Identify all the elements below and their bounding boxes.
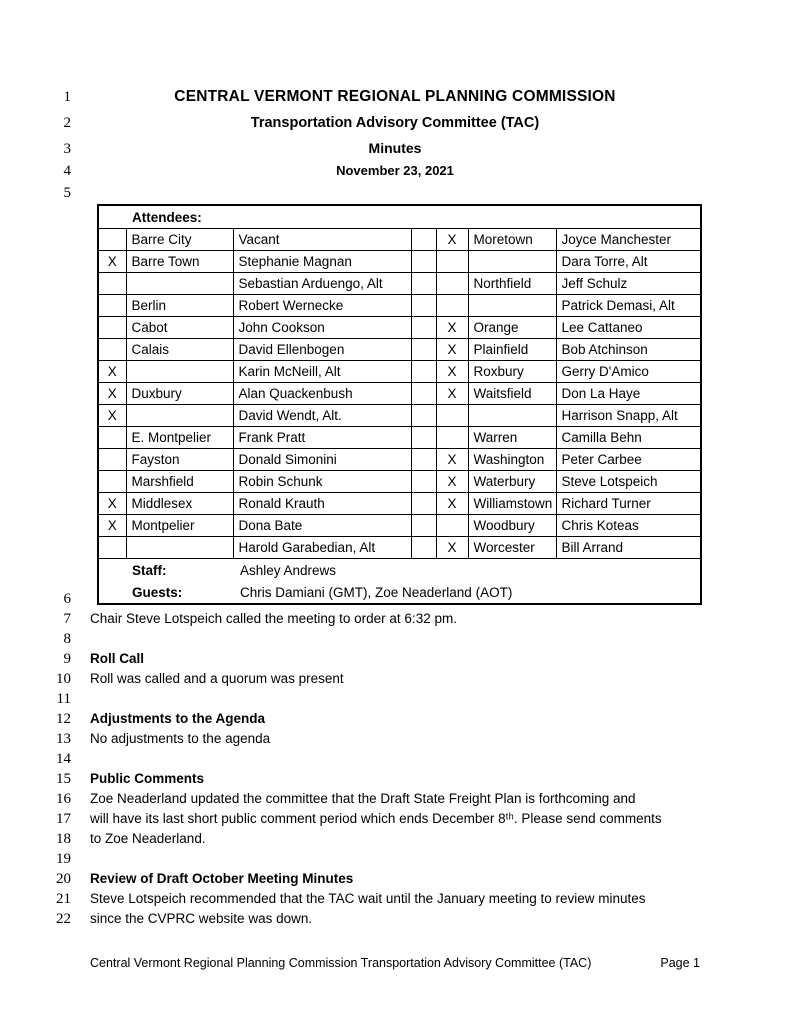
attendee-row — [98, 427, 701, 449]
spacer-cell — [411, 449, 436, 471]
member-name-cell: Ronald Krauth — [233, 493, 411, 515]
line-number: 21 — [56, 891, 71, 907]
body-text: to Zoe Neaderland. — [90, 831, 206, 846]
town-cell: Cabot — [126, 317, 233, 339]
doc-subtitle: Transportation Advisory Committee (TAC) — [250, 115, 540, 131]
footer-text: Central Vermont Regional Planning Commission Transportation Advisory Committee (TAC) — [90, 956, 592, 970]
header-line — [0, 163, 700, 185]
town-cell: Montpelier — [126, 515, 233, 537]
section-heading: Roll Call — [90, 651, 145, 666]
attendee-row — [98, 229, 701, 251]
attendee-row — [98, 273, 701, 295]
attendance-mark-cell: X — [436, 339, 468, 361]
town-cell — [126, 537, 233, 559]
town-cell — [126, 273, 233, 295]
member-name-cell: Don La Haye — [556, 383, 701, 405]
member-name-cell: Camilla Behn — [556, 427, 701, 449]
attendance-mark-cell: X — [98, 405, 126, 427]
doc-title: CENTRAL VERMONT REGIONAL PLANNING COMMISSION — [174, 88, 616, 105]
attendance-mark-cell: X — [98, 383, 126, 405]
body-line — [0, 731, 662, 751]
body-text: Steve Lotspeich recommended that the TAC wait until the January meeting to review minutes — [90, 891, 646, 906]
attendance-mark-cell — [436, 295, 468, 317]
member-name-cell: Steve Lotspeich — [556, 471, 701, 493]
staff-value: Ashley Andrews — [240, 563, 337, 578]
body-line — [0, 691, 662, 711]
town-cell: Moretown — [468, 229, 556, 251]
attendance-mark-cell: X — [436, 449, 468, 471]
body-line — [0, 891, 662, 911]
body-line — [0, 591, 662, 611]
town-cell: Waitsfield — [468, 383, 556, 405]
attendance-mark-cell — [98, 273, 126, 295]
attendee-row — [98, 405, 701, 427]
spacer-cell — [411, 383, 436, 405]
body-line — [0, 791, 662, 811]
body-line — [0, 751, 662, 771]
member-name-cell: Frank Pratt — [233, 427, 411, 449]
line-number: 4 — [63, 163, 71, 179]
attendee-row — [98, 471, 701, 493]
attendee-row — [98, 295, 701, 317]
attendee-row — [98, 339, 701, 361]
line-number: 5 — [63, 185, 71, 201]
town-cell — [468, 295, 556, 317]
town-cell: Washington — [468, 449, 556, 471]
town-cell — [468, 251, 556, 273]
attendance-mark-cell: X — [436, 317, 468, 339]
section-heading: Adjustments to the Agenda — [90, 711, 266, 726]
member-name-cell: Chris Koteas — [556, 515, 701, 537]
line-number: 16 — [56, 791, 71, 807]
attendance-mark-cell: X — [436, 361, 468, 383]
attendance-mark-cell: X — [436, 229, 468, 251]
town-cell: Calais — [126, 339, 233, 361]
header-line — [0, 185, 700, 205]
header-line — [0, 115, 700, 140]
line-number: 22 — [56, 911, 71, 927]
town-cell — [468, 405, 556, 427]
body-text: will have its last short public comment period which ends December 8ᵗʰ. Please send comments — [90, 811, 662, 826]
line-number: 17 — [56, 811, 71, 827]
staff-label: Staff: — [132, 563, 167, 578]
attendee-row — [98, 493, 701, 515]
attendance-mark-cell — [98, 295, 126, 317]
line-number: 7 — [63, 611, 71, 627]
town-cell: Plainfield — [468, 339, 556, 361]
town-cell: Barre Town — [126, 251, 233, 273]
line-number: 12 — [56, 711, 71, 727]
guests-label: Guests: — [132, 585, 183, 600]
header-line — [0, 88, 700, 115]
spacer-cell — [411, 493, 436, 515]
attendance-mark-cell: X — [98, 493, 126, 515]
document-header — [0, 88, 700, 205]
spacer-cell — [411, 273, 436, 295]
town-cell — [126, 405, 233, 427]
attendee-row — [98, 537, 701, 559]
line-number: 10 — [56, 671, 71, 687]
line-number: 8 — [63, 631, 71, 647]
spacer-cell — [411, 229, 436, 251]
town-cell: Woodbury — [468, 515, 556, 537]
town-cell: Middlesex — [126, 493, 233, 515]
attendee-row — [98, 251, 701, 273]
section-heading: Review of Draft October Meeting Minutes — [90, 871, 354, 886]
member-name-cell: Dara Torre, Alt — [556, 251, 701, 273]
town-cell: Berlin — [126, 295, 233, 317]
body-line — [0, 671, 662, 691]
line-number: 20 — [56, 871, 71, 887]
attendance-mark-cell: X — [436, 537, 468, 559]
section-heading: Public Comments — [90, 771, 205, 786]
member-name-cell: Harrison Snapp, Alt — [556, 405, 701, 427]
spacer-cell — [411, 361, 436, 383]
body-line — [0, 851, 662, 871]
attendance-mark-cell: X — [98, 361, 126, 383]
spacer-cell — [411, 405, 436, 427]
member-name-cell: Jeff Schulz — [556, 273, 701, 295]
member-name-cell: Dona Bate — [233, 515, 411, 537]
attendance-mark-cell — [98, 471, 126, 493]
spacer-cell — [411, 251, 436, 273]
line-number: 14 — [56, 751, 71, 767]
body-line — [0, 651, 662, 671]
spacer-cell — [411, 537, 436, 559]
attendance-mark-cell — [98, 339, 126, 361]
member-name-cell: David Ellenbogen — [233, 339, 411, 361]
attendance-mark-cell — [98, 537, 126, 559]
attendance-mark-cell — [436, 405, 468, 427]
attendance-mark-cell: X — [98, 515, 126, 537]
body-line — [0, 871, 662, 891]
line-number: 13 — [56, 731, 71, 747]
member-name-cell: Harold Garabedian, Alt — [233, 537, 411, 559]
line-number: 11 — [56, 691, 71, 707]
town-cell — [126, 361, 233, 383]
body-line — [0, 911, 662, 931]
attendance-mark-cell — [98, 317, 126, 339]
attendance-mark-cell — [98, 229, 126, 251]
member-name-cell: Karin McNeill, Alt — [233, 361, 411, 383]
member-name-cell: Alan Quackenbush — [233, 383, 411, 405]
member-name-cell: Patrick Demasi, Alt — [556, 295, 701, 317]
town-cell: Williamstown — [468, 493, 556, 515]
town-cell: E. Montpelier — [126, 427, 233, 449]
town-cell: Marshfield — [126, 471, 233, 493]
attendance-mark-cell — [436, 515, 468, 537]
member-name-cell: Joyce Manchester — [556, 229, 701, 251]
spacer-cell — [411, 515, 436, 537]
member-name-cell: Gerry D'Amico — [556, 361, 701, 383]
body-line — [0, 771, 662, 791]
attendees-title: Attendees: — [98, 205, 701, 229]
page-number: Page 1 — [660, 956, 700, 970]
member-name-cell: Robin Schunk — [233, 471, 411, 493]
attendees-table — [97, 204, 702, 605]
town-cell: Northfield — [468, 273, 556, 295]
line-number: 9 — [63, 651, 71, 667]
member-name-cell: John Cookson — [233, 317, 411, 339]
town-cell: Worcester — [468, 537, 556, 559]
page-footer — [90, 956, 700, 970]
spacer-cell — [411, 295, 436, 317]
town-cell: Waterbury — [468, 471, 556, 493]
member-name-cell: Vacant — [233, 229, 411, 251]
doc-date: November 23, 2021 — [336, 163, 454, 178]
attendance-mark-cell — [436, 427, 468, 449]
member-name-cell: Sebastian Arduengo, Alt — [233, 273, 411, 295]
member-name-cell: Richard Turner — [556, 493, 701, 515]
body-line — [0, 711, 662, 731]
doc-type-label: Minutes — [368, 140, 422, 156]
member-name-cell: Peter Carbee — [556, 449, 701, 471]
attendance-mark-cell: X — [436, 383, 468, 405]
attendance-mark-cell: X — [436, 493, 468, 515]
line-number: 2 — [63, 115, 71, 131]
attendance-mark-cell: X — [98, 251, 126, 273]
attendee-row — [98, 317, 701, 339]
line-number: 3 — [63, 141, 71, 157]
guests-value: Chris Damiani (GMT), Zoe Neaderland (AOT) — [240, 585, 513, 600]
minutes-body — [0, 591, 662, 931]
spacer-cell — [411, 471, 436, 493]
attendee-row — [98, 515, 701, 537]
body-text: Roll was called and a quorum was present — [90, 671, 344, 686]
member-name-cell: Bill Arrand — [556, 537, 701, 559]
body-line — [0, 611, 662, 631]
body-line — [0, 831, 662, 851]
attendees-title-row — [98, 205, 701, 229]
body-line — [0, 631, 662, 651]
town-cell: Duxbury — [126, 383, 233, 405]
body-text: since the CVPRC website was down. — [90, 911, 313, 926]
attendance-mark-cell: X — [436, 471, 468, 493]
town-cell: Orange — [468, 317, 556, 339]
spacer-cell — [411, 339, 436, 361]
member-name-cell: Lee Cattaneo — [556, 317, 701, 339]
line-number: 18 — [56, 831, 71, 847]
staff-row — [99, 560, 700, 581]
body-text: Zoe Neaderland updated the committee that the Draft State Freight Plan is forthcoming and — [90, 791, 636, 806]
line-number: 19 — [56, 851, 71, 867]
line-number: 1 — [63, 89, 71, 105]
town-cell: Warren — [468, 427, 556, 449]
member-name-cell: Stephanie Magnan — [233, 251, 411, 273]
attendance-mark-cell — [436, 251, 468, 273]
member-name-cell: Donald Simonini — [233, 449, 411, 471]
header-line — [0, 140, 700, 163]
line-number: 6 — [63, 591, 71, 607]
town-cell: Fayston — [126, 449, 233, 471]
attendee-row — [98, 361, 701, 383]
attendance-mark-cell — [98, 427, 126, 449]
line-number: 15 — [56, 771, 71, 787]
attendee-row — [98, 449, 701, 471]
spacer-cell — [411, 317, 436, 339]
member-name-cell: Robert Wernecke — [233, 295, 411, 317]
town-cell: Barre City — [126, 229, 233, 251]
attendee-row — [98, 383, 701, 405]
body-text: Chair Steve Lotspeich called the meeting to order at 6:32 pm. — [90, 611, 457, 626]
spacer-cell — [411, 427, 436, 449]
attendance-mark-cell — [98, 449, 126, 471]
member-name-cell: David Wendt, Alt. — [233, 405, 411, 427]
attendance-mark-cell — [436, 273, 468, 295]
body-text: No adjustments to the agenda — [90, 731, 271, 746]
body-line — [0, 811, 662, 831]
member-name-cell: Bob Atchinson — [556, 339, 701, 361]
town-cell: Roxbury — [468, 361, 556, 383]
